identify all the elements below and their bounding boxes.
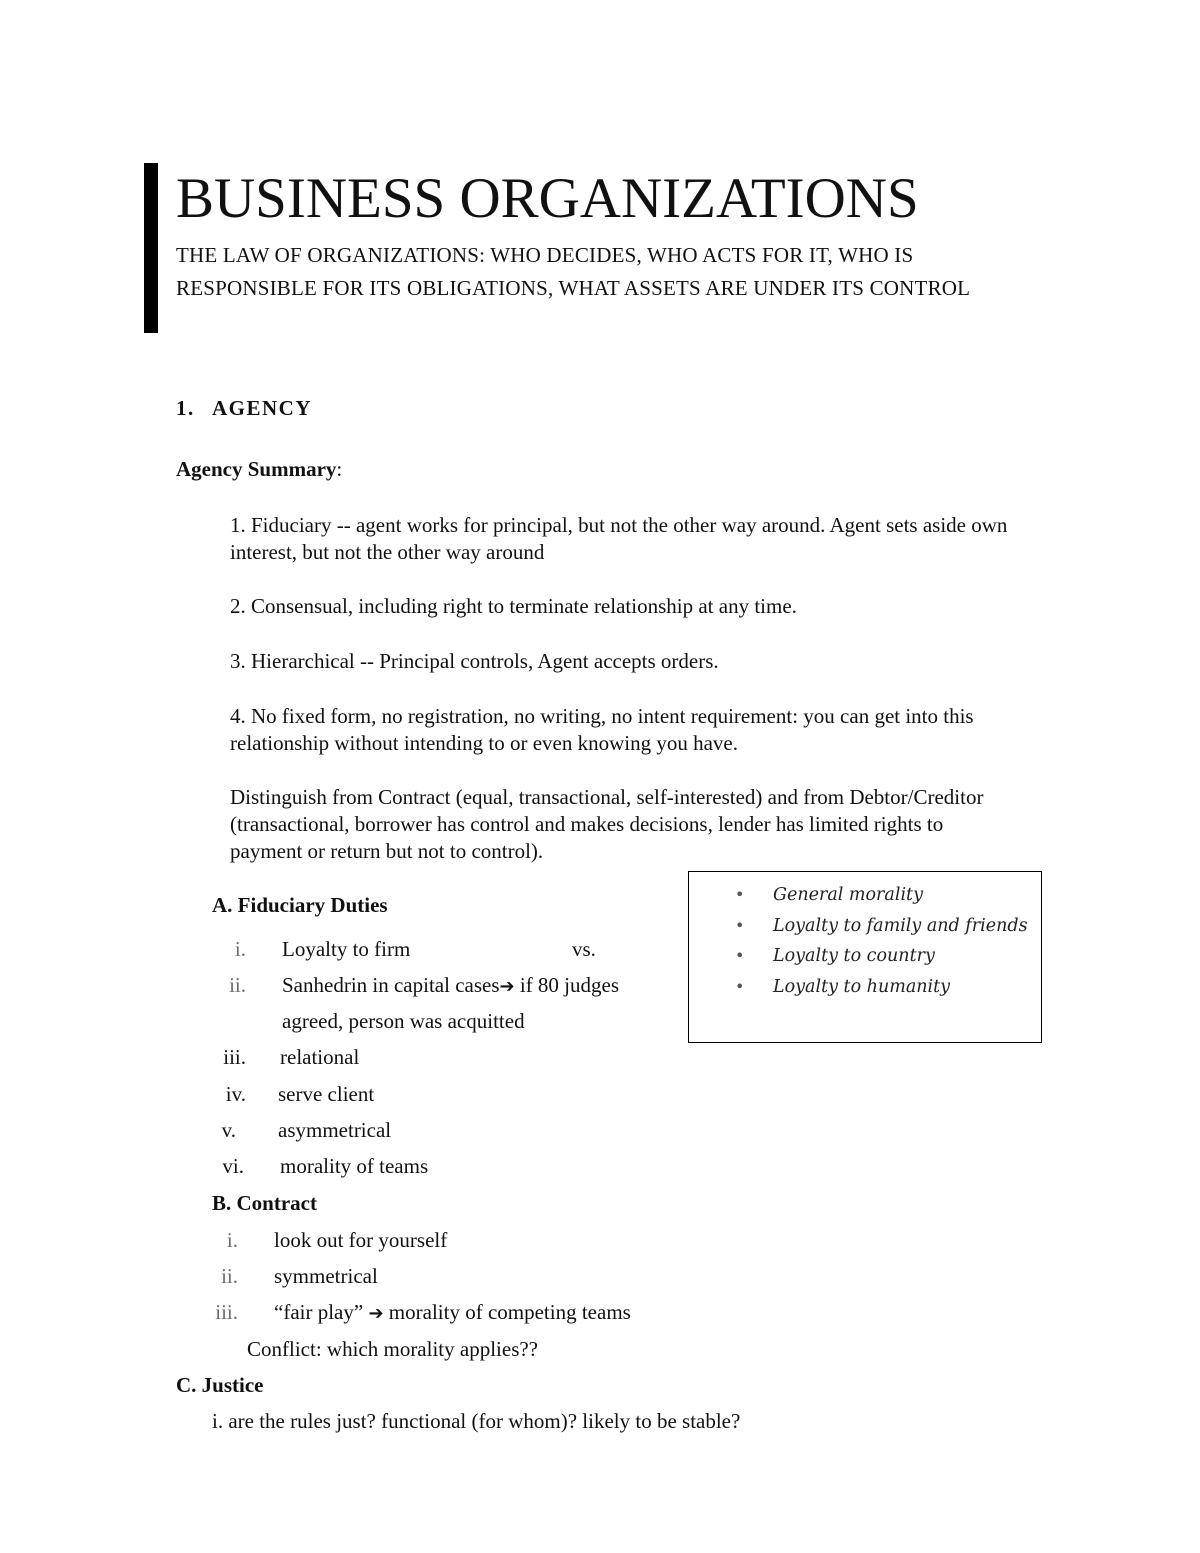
summary-point-2: 2. Consensual, including right to terminate relationship at any time. <box>230 594 797 618</box>
distinguish-paragraph: Distinguish from Contract (equal, transactional, self-interested) and from Debtor/Creditor (transactional, borrower has control and makes decisions, lender has limited rights to payment or return but not to control). <box>230 785 984 863</box>
list-text: morality of teams <box>280 1154 429 1178</box>
summary-label-text: Agency Summary <box>176 457 337 481</box>
list-tail: if 80 judges <box>514 973 620 997</box>
section-title: AGENCY <box>212 396 313 420</box>
list-item <box>689 911 1033 942</box>
heading-contract: B. Contract <box>212 1191 317 1215</box>
list-item <box>689 880 1033 911</box>
list-number: iii. <box>223 1045 246 1069</box>
list-text: asymmetrical <box>278 1118 392 1142</box>
bullet-icon: • <box>735 946 745 965</box>
document-title: BUSINESS ORGANIZATIONS <box>176 167 919 230</box>
list-text: serve client <box>278 1082 375 1106</box>
heading-fiduciary-duties: A. Fiduciary Duties <box>212 893 388 917</box>
list-tail: morality of competing teams <box>383 1300 631 1324</box>
list-number: ii. <box>229 973 246 997</box>
agency-summary-label <box>176 457 342 482</box>
bullet-icon: • <box>735 885 745 904</box>
section-number: 1. <box>176 396 195 420</box>
list-text: Loyalty to firm <box>282 937 411 961</box>
list-number: v. <box>221 1118 236 1142</box>
list-item <box>689 972 1033 1003</box>
heading-justice: C. Justice <box>176 1373 264 1397</box>
bullet-icon: • <box>735 976 745 996</box>
callout-text: Loyalty to family and friends <box>773 915 1028 936</box>
list-tail: vs. <box>572 937 596 961</box>
summary-point-4: 4. No fixed form, no registration, no writing, no intent requirement: you can get into this relationship without intending to or even knowing you have. <box>230 704 974 755</box>
right-arrow-icon: ➔ <box>499 976 515 997</box>
callout-text: Loyalty to country <box>773 946 935 966</box>
conflict-note: Conflict: which morality applies?? <box>247 1337 539 1361</box>
list-number: ii. <box>221 1264 238 1288</box>
bullet-icon: • <box>735 915 745 935</box>
list-number: i. <box>234 937 246 961</box>
loyalty-callout-box <box>688 871 1042 1043</box>
callout-text: Loyalty to humanity <box>773 976 951 997</box>
list-text: relational <box>280 1045 360 1069</box>
list-text: “fair play” <box>274 1300 364 1324</box>
list-item-continuation: agreed, person was acquitted <box>282 1009 525 1033</box>
list-text: symmetrical <box>274 1264 378 1288</box>
list-text-line <box>282 973 619 998</box>
list-number: iii. <box>215 1300 238 1324</box>
callout-text: General morality <box>773 885 923 905</box>
right-arrow-icon: ➔ <box>368 1303 384 1324</box>
list-number: iv. <box>225 1082 246 1106</box>
list-text: Sanhedrin in capital cases <box>282 973 500 997</box>
summary-point-1: 1. Fiduciary -- agent works for principal, but not the other way around. Agent sets aside own interest, but not the other way around <box>230 513 1008 564</box>
list-number: i. <box>226 1228 238 1252</box>
section-heading-agency <box>176 396 312 421</box>
list-number: vi. <box>222 1154 244 1178</box>
list-item <box>689 941 1033 972</box>
summary-point-3: 3. Hierarchical -- Principal controls, Agent accepts orders. <box>230 649 719 673</box>
document-subtitle: THE LAW OF ORGANIZATIONS: WHO DECIDES, WHO ACTS FOR IT, WHO IS RESPONSIBLE FOR ITS OBLIGATIONS, WHAT ASSETS ARE UNDER ITS CONTROL <box>176 243 971 300</box>
justice-item: i. are the rules just? functional (for whom)? likely to be stable? <box>212 1409 741 1433</box>
list-text: look out for yourself <box>274 1228 448 1252</box>
title-accent-bar <box>144 163 158 333</box>
list-text-line <box>274 1300 631 1325</box>
summary-colon: : <box>336 457 343 481</box>
loyalty-list <box>689 880 1033 1002</box>
